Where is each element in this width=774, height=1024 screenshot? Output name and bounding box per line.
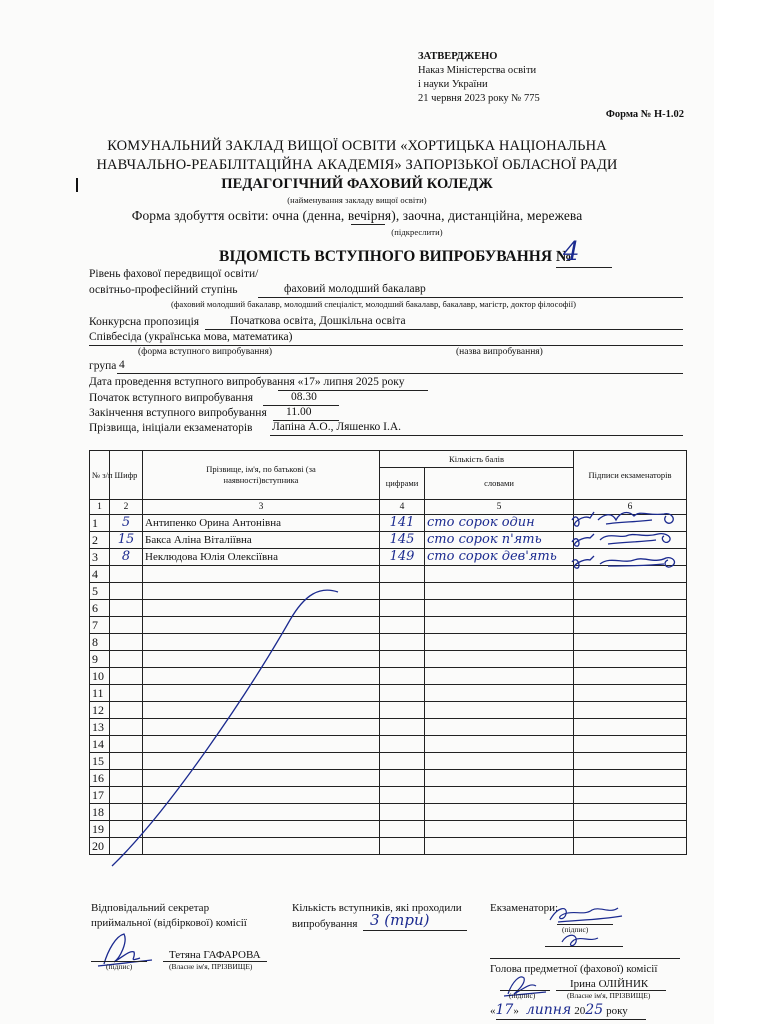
row-score-words	[425, 600, 574, 617]
header-signatures: Підписи екзаменаторів	[574, 451, 687, 500]
row-score	[380, 702, 425, 719]
row-number: 11	[90, 685, 110, 702]
col-number: 2	[110, 500, 143, 515]
header-digits: цифрами	[380, 468, 425, 500]
date-day: 17	[495, 1002, 514, 1018]
row-signatures	[574, 617, 687, 634]
chair-label: Голова предметної (фахової) комісії	[490, 963, 658, 975]
row-signatures	[574, 719, 687, 736]
chair-name-caption: (Власне ім'я, ПРІЗВИЩЕ)	[567, 991, 651, 1000]
row-score: 145	[380, 532, 425, 549]
row-score-words	[425, 685, 574, 702]
row-signatures	[574, 583, 687, 600]
row-number: 8	[90, 634, 110, 651]
level-label: Рівень фахової передвищої освіти/	[89, 268, 259, 280]
signing-date: «17» липня 2025 року	[490, 1002, 628, 1018]
level-label: освітньо-професійний ступінь	[89, 284, 238, 296]
row-score-words	[425, 770, 574, 787]
row-number: 2	[90, 532, 110, 549]
institution-caption: (найменування закладу вищої освіти)	[287, 195, 427, 205]
row-score	[380, 617, 425, 634]
approval-title: ЗАТВЕРДЖЕНО	[418, 51, 498, 62]
row-score-words	[425, 719, 574, 736]
row-score-words	[425, 634, 574, 651]
name-caption: (назва випробування)	[456, 347, 543, 357]
row-score-words	[425, 736, 574, 753]
row-number: 16	[90, 770, 110, 787]
row-code: 5	[110, 515, 143, 532]
examiners-value: Лапіна А.О., Ляшенко І.А.	[272, 421, 402, 433]
row-name: Бакса Аліна Віталіївна	[143, 532, 380, 549]
row-signatures	[574, 804, 687, 821]
examiner-signatures	[568, 508, 686, 578]
row-score	[380, 668, 425, 685]
secretary-name-caption: (Власне ім'я, ПРІЗВИЩЕ)	[169, 962, 253, 971]
row-score	[380, 600, 425, 617]
count-label: Кількість вступників, які проходили	[292, 902, 462, 914]
row-score	[380, 634, 425, 651]
row-score	[380, 787, 425, 804]
row-number: 4	[90, 566, 110, 583]
row-score-words: сто сорок один	[425, 515, 574, 532]
row-score	[380, 770, 425, 787]
level-caption: (фаховий молодший бакалавр, молодший спеціаліст, молодший бакалавр, бакалавр, магістр, доктор філософії)	[171, 299, 576, 309]
row-score-words	[425, 583, 574, 600]
row-name: Антипенко Орина Антонівна	[143, 515, 380, 532]
count-label: випробування	[292, 918, 358, 930]
header-score: Кількість балів	[380, 451, 574, 468]
count-value: 3 (три)	[370, 911, 430, 929]
form-number: Форма № Н-1.02	[605, 109, 684, 120]
row-number: 1	[90, 515, 110, 532]
row-score	[380, 736, 425, 753]
row-signatures	[574, 600, 687, 617]
examiners-footer-signatures	[544, 902, 634, 952]
document-title: ВІДОМІСТЬ ВСТУПНОГО ВИПРОБУВАННЯ №	[219, 248, 572, 265]
row-number: 15	[90, 753, 110, 770]
row-name: Неклюдова Юлія Олексіївна	[143, 549, 380, 566]
col-number: 5	[425, 500, 574, 515]
row-score	[380, 685, 425, 702]
examiners-footer-label: Екзаменатори:	[490, 902, 559, 914]
row-score-words	[425, 753, 574, 770]
interview-line	[89, 345, 683, 346]
institution-line: КОМУНАЛЬНИЙ ЗАКЛАД ВИЩОЇ ОСВІТИ «ХОРТИЦЬКА НАЦІОНАЛЬНА	[107, 138, 607, 154]
header-code: Шифр	[110, 451, 143, 500]
row-score-words	[425, 821, 574, 838]
date-year: 25	[585, 1002, 604, 1018]
approval-block	[418, 50, 540, 106]
row-signatures	[574, 838, 687, 855]
chair-name: Ірина ОЛІЙНИК	[570, 978, 649, 990]
institution-line: НАВЧАЛЬНО-РЕАБІЛІТАЦІЙНА АКАДЕМІЯ» ЗАПОРІЗЬКОЇ ОБЛАСНОЇ РАДИ	[96, 157, 618, 173]
col-number: 3	[143, 500, 380, 515]
row-number: 5	[90, 583, 110, 600]
row-code: 8	[110, 549, 143, 566]
approval-line: Наказ Міністерства освіти	[418, 65, 537, 76]
row-score-words	[425, 838, 574, 855]
start-value: 08.30	[291, 391, 317, 403]
row-score: 141	[380, 515, 425, 532]
examiners-label: Прізвища, ініціали екзаменаторів	[89, 422, 253, 434]
secretary-label: приймальної (відбіркової) комісії	[91, 917, 247, 929]
row-score-words: сто сорок п'ять	[425, 532, 574, 549]
row-score: 149	[380, 549, 425, 566]
col-number: 6	[574, 500, 687, 515]
row-number: 12	[90, 702, 110, 719]
title-number-line	[556, 267, 612, 268]
date-suffix: року	[606, 1005, 628, 1017]
title-number: 4	[563, 237, 580, 267]
study-form-underline	[351, 224, 385, 225]
row-number: 10	[90, 668, 110, 685]
offer-label: Конкурсна пропозиція	[89, 316, 200, 328]
row-number: 6	[90, 600, 110, 617]
secretary-sig-caption: (підпис)	[106, 962, 133, 971]
secretary-name: Тетяна ГАФАРОВА	[169, 949, 261, 961]
row-score-words	[425, 617, 574, 634]
date-month: липня	[525, 1002, 572, 1018]
group-label: група	[89, 360, 117, 372]
row-score	[380, 838, 425, 855]
table-header-row	[90, 451, 687, 468]
row-signatures	[574, 753, 687, 770]
row-score-words	[425, 651, 574, 668]
row-score-words	[425, 702, 574, 719]
approval-line: і науки України	[418, 79, 488, 90]
empty-rows-strike	[110, 580, 360, 870]
row-score-words	[425, 787, 574, 804]
examiners-line	[270, 435, 683, 436]
margin-mark	[76, 178, 78, 192]
header-name: Прізвище, ім'я, по батькові (за наявності)вступника	[143, 451, 380, 500]
row-number: 17	[90, 787, 110, 804]
row-number: 3	[90, 549, 110, 566]
offer-line	[205, 329, 683, 330]
row-score	[380, 566, 425, 583]
examiner-sig-line	[545, 946, 623, 947]
study-form-caption: (підкреслити)	[391, 227, 443, 237]
row-signatures	[574, 821, 687, 838]
row-score	[380, 821, 425, 838]
end-value: 11.00	[286, 406, 312, 418]
row-signatures	[574, 634, 687, 651]
count-line	[363, 930, 467, 931]
row-number: 14	[90, 736, 110, 753]
approval-line: 21 червня 2023 року № 775	[418, 93, 540, 104]
date-prefix: 20	[574, 1005, 586, 1017]
row-number: 18	[90, 804, 110, 821]
examiner-sig-caption: (підпис)	[562, 925, 589, 934]
row-number: 9	[90, 651, 110, 668]
col-number: 1	[90, 500, 110, 515]
date-line	[496, 1019, 646, 1020]
row-score	[380, 753, 425, 770]
form-caption: (форма вступного випробування)	[138, 347, 272, 357]
group-value: 4	[119, 359, 125, 371]
col-number: 4	[380, 500, 425, 515]
header-num: № з/п	[90, 451, 110, 500]
row-signatures	[574, 702, 687, 719]
row-number: 20	[90, 838, 110, 855]
row-signatures	[574, 770, 687, 787]
row-number: 7	[90, 617, 110, 634]
row-signatures	[574, 651, 687, 668]
header-words: словами	[425, 468, 574, 500]
row-score	[380, 651, 425, 668]
row-score-words: сто сорок дев'ять	[425, 549, 574, 566]
row-code: 15	[110, 532, 143, 549]
end-label: Закінчення вступного випробування	[89, 407, 267, 419]
secretary-label: Відповідальний секретар	[91, 902, 210, 914]
study-form: Форма здобуття освіти: очна (денна, вечірня), заочна, дистанційна, мережева	[131, 208, 583, 223]
chair-top-line	[490, 958, 680, 959]
group-line	[117, 373, 683, 374]
row-signatures	[574, 787, 687, 804]
level-line	[258, 297, 683, 298]
row-score	[380, 583, 425, 600]
row-signatures	[574, 736, 687, 753]
row-score-words	[425, 566, 574, 583]
row-score	[380, 804, 425, 821]
offer-value: Початкова освіта, Дошкільна освіта	[230, 315, 406, 327]
row-signatures	[574, 685, 687, 702]
chair-sig-caption: (підпис)	[509, 991, 536, 1000]
row-score	[380, 719, 425, 736]
institution-college: ПЕДАГОГІЧНИЙ ФАХОВИЙ КОЛЕДЖ	[221, 176, 493, 192]
date-label: Дата проведення вступного випробування «17» липня 2025 року	[89, 376, 405, 388]
level-value: фаховий молодший бакалавр	[284, 283, 426, 295]
row-score-words	[425, 804, 574, 821]
row-score-words	[425, 668, 574, 685]
row-number: 13	[90, 719, 110, 736]
start-label: Початок вступного випробування	[89, 392, 254, 404]
row-number: 19	[90, 821, 110, 838]
interview-text: Співбесіда (українська мова, математика)	[89, 331, 293, 343]
row-signatures	[574, 668, 687, 685]
